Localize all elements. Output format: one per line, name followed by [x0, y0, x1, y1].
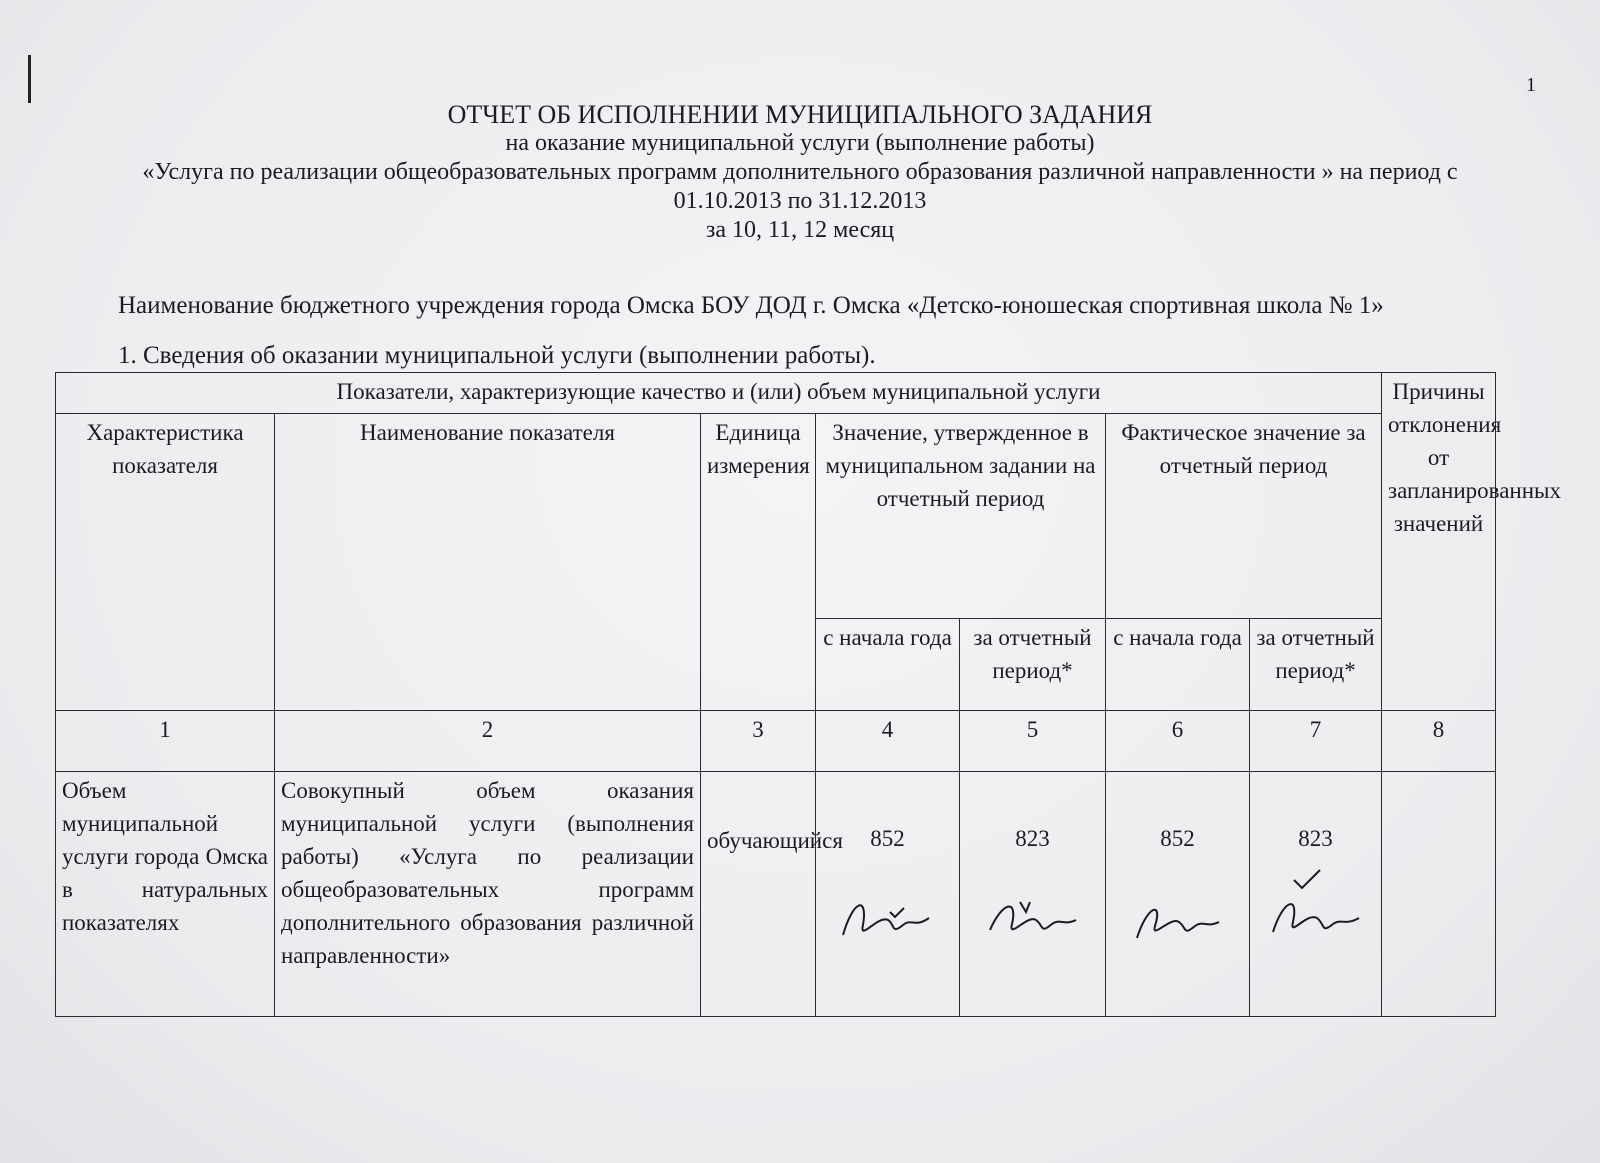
indicators-header: Показатели, характеризующие качество и (или) объем муниципальной услуги — [56, 373, 1382, 414]
column-number: 1 — [56, 711, 275, 772]
page-number: 1 — [1526, 74, 1536, 96]
column-number: 2 — [275, 711, 701, 772]
col-approved-period: за отчетный период* — [960, 619, 1106, 711]
row-reasons — [1382, 772, 1496, 1017]
row-actual-period-cell — [1250, 772, 1382, 1017]
row-unit: обучающийся — [701, 772, 816, 1017]
signature-icon — [1123, 880, 1233, 950]
col-actual-period: за отчетный период* — [1250, 619, 1382, 711]
column-number: 4 — [816, 711, 960, 772]
column-number-row — [56, 711, 1496, 772]
col-approved-year: с начала года — [816, 619, 960, 711]
report-subtitle: на оказание муниципальной услуги (выполнение работы) — [505, 130, 1095, 156]
row-approved-period: 823 — [1015, 826, 1050, 851]
col-actual-year: с начала года — [1106, 619, 1250, 711]
signature-icon — [1261, 880, 1371, 950]
table-row — [56, 772, 1496, 1017]
column-number: 8 — [1382, 711, 1496, 772]
column-number: 7 — [1250, 711, 1382, 772]
service-report-table — [55, 372, 1561, 1017]
column-number: 6 — [1106, 711, 1250, 772]
col-reasons: Причины отклонения от запланированных значений — [1382, 373, 1496, 711]
section-title: 1. Сведения об оказании муниципальной услуги (выполнении работы). — [118, 342, 876, 369]
col-actual: Фактическое значение за отчетный период — [1106, 414, 1382, 619]
signature-icon — [978, 880, 1088, 950]
margin-mark — [28, 55, 31, 103]
row-approved-year-cell — [816, 772, 960, 1017]
col-unit: Единица измерения — [701, 414, 816, 711]
col-characteristic: Характеристика показателя — [56, 414, 275, 711]
row-indicator-name: Совокупный объем оказания муниципальной услуги (выполнения работы) «Услуга по реализации общеобразовательных программ дополнительного образования различной направленности» — [275, 772, 701, 1017]
row-actual-year-cell — [1106, 772, 1250, 1017]
col-approved: Значение, утвержденное в муниципальном задании на отчетный период — [816, 414, 1106, 619]
report-header — [40, 100, 1560, 245]
report-title: ОТЧЕТ ОБ ИСПОЛНЕНИИ МУНИЦИПАЛЬНОГО ЗАДАНИЯ — [447, 100, 1153, 129]
report-months: за 10, 11, 12 месяц — [705, 217, 895, 243]
row-approved-period-cell — [960, 772, 1106, 1017]
row-characteristic: Объем муниципальной услуги города Омска в натуральных показателях — [56, 772, 275, 1017]
signature-icon — [833, 880, 943, 950]
service-line: «Услуга по реализации общеобразовательных программ дополнительного образования различной направленности » на период с — [142, 159, 1458, 185]
organization-name: Наименование бюджетного учреждения города Омска БОУ ДОД г. Омска «Детско-юношеская спортивная школа № 1» — [118, 292, 1384, 319]
report-period: 01.10.2013 по 31.12.2013 — [673, 188, 927, 214]
row-actual-year: 852 — [1160, 826, 1195, 851]
column-number: 5 — [960, 711, 1106, 772]
col-indicator-name: Наименование показателя — [275, 414, 701, 711]
column-number: 3 — [701, 711, 816, 772]
row-approved-year: 852 — [870, 826, 905, 851]
row-actual-period: 823 — [1298, 826, 1333, 851]
